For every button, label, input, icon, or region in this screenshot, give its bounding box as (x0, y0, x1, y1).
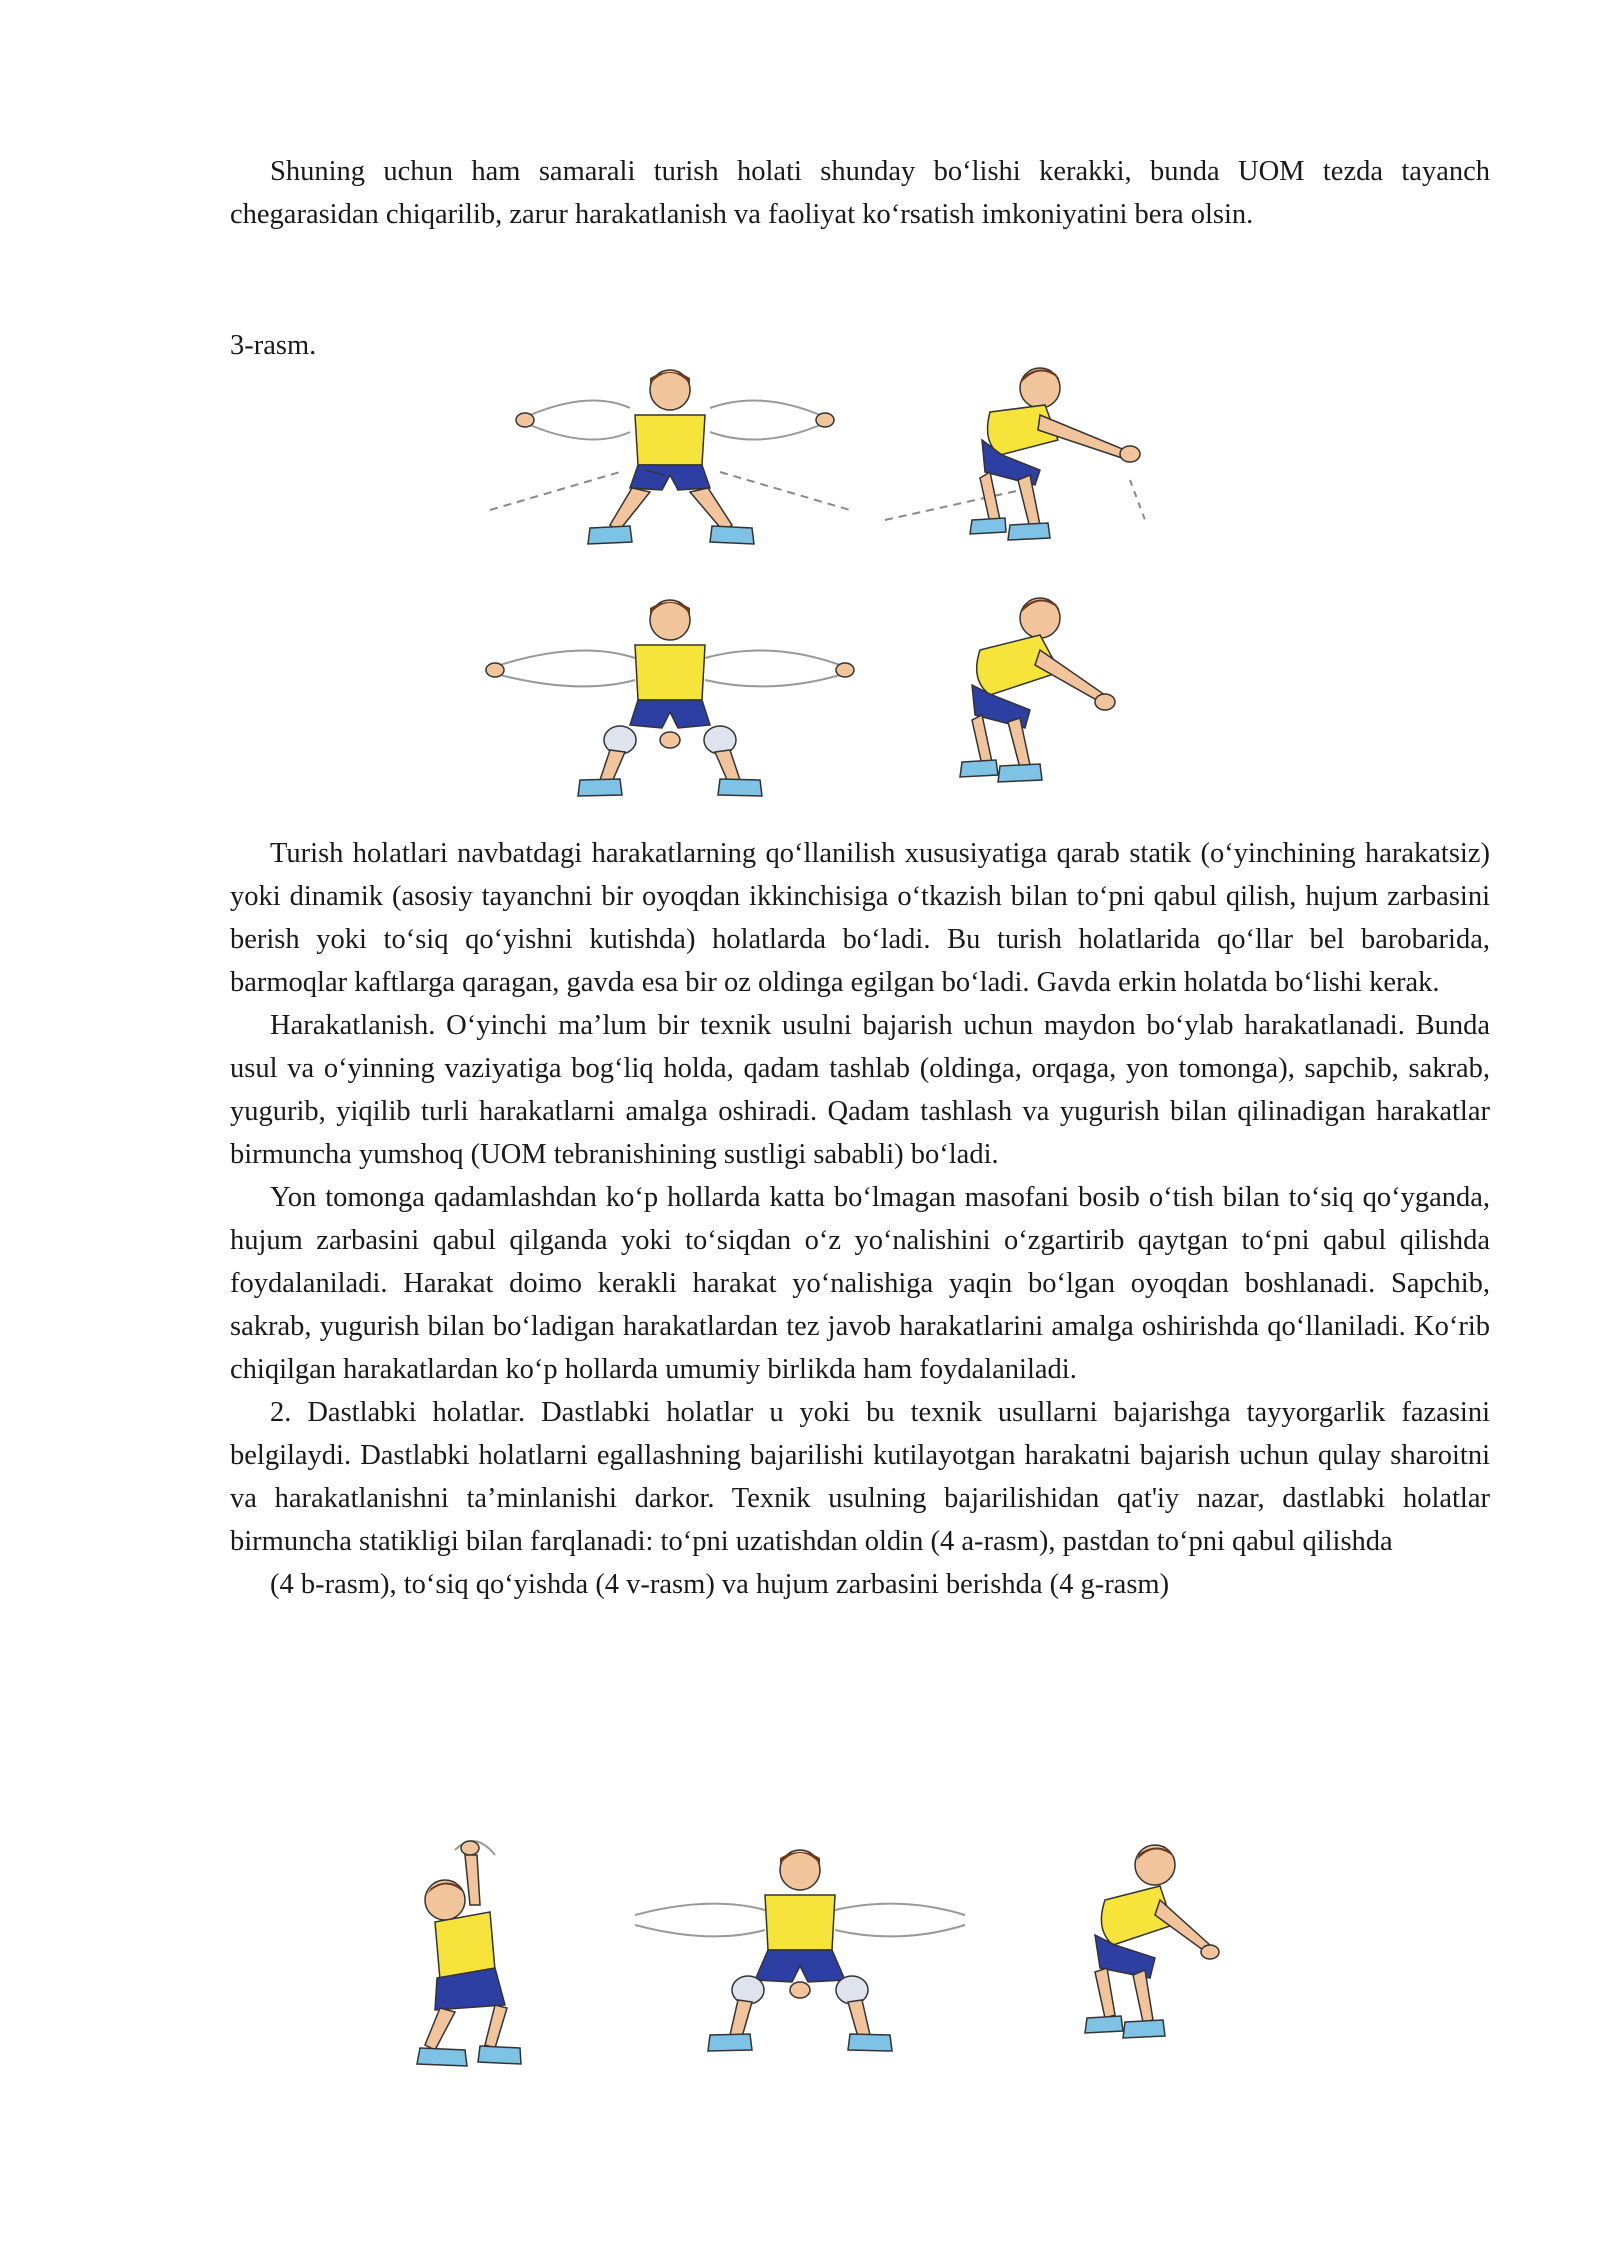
figure-caption: 3-rasm. (230, 330, 317, 361)
figure-4 (385, 1830, 1265, 2100)
top-text (230, 150, 1490, 236)
paragraph: Turish holatlari navbatdagi harakatlarning qo‘llanilish xususiyatiga qarab statik (o‘yinchining harakatsiz) yoki dinamik (asosiy tayanchni bir oyoqdan ikkinchisiga o‘tkazish bilan to‘pni qabul qilish, hujum zarbasini berish yoki to‘siq qo‘yishni kutishda) holatlarda bo‘ladi. Bu turish holatlarida qo‘llar bel barobarida, barmoqlar kaftlarga qaragan, gavda esa bir oz oldinga egilgan bo‘ladi. Gavda erkin holatda bo‘lishi kerak. (230, 838, 1490, 998)
player-side-crouch-arms-down-icon (960, 598, 1115, 782)
player-front-stance-arms-swing-icon (486, 600, 854, 796)
paragraph: 2. Dastlabki holatlar. Dastlabki holatlar u yoki bu texnik usullarni bajarishga tayyorgarlik fazasini belgilaydi. Dastlabki holatlarni egallashning bajarilishi kutilayotgan harakatni bajarish uchun qulay sharoitni va harakatlanishni ta’minlanishi darkor. Texnik usulning bajarilishidan qat'iy nazar, dastlabki holatlar birmuncha statikligi bilan farqlanadi: to‘pni uzatishdan oldin (4 a-rasm), pastdan to‘pni qabul qilishda (230, 1397, 1490, 1557)
player-wide-stance-arms-swing-icon (490, 370, 850, 544)
paragraph: Harakatlanish. O‘yinchi ma’lum bir texnik usulni bajarish uchun maydon bo‘ylab harakatlanadi. Bunda usul va o‘yinning vaziyatiga bog‘liq holda, qadam tashlab (oldinga, orqaga, yon tomonga), sapchib, sakrab, yugurib, yiqilib turli harakatlarni amalga oshiradi. Qadam tashlash va yugurish bilan qilinadigan harakatlar birmuncha yumshoq (UOM tebranishining sustligi sababli) bo‘ladi. (230, 1010, 1490, 1170)
paragraph: Shuning uchun ham samarali turish holati shunday bo‘lishi kerakki, bunda UOM tezda tayanch chegarasidan chiqarilib, zarur harakatlanish va faoliyat ko‘rsatish imkoniyatini bera olsin. (230, 156, 1490, 230)
paragraph: (4 b-rasm), to‘siq qo‘yishda (4 v-rasm) va hujum zarbasini berishda (4 g-rasm) (270, 1569, 1170, 1600)
main-text (230, 832, 1490, 1606)
paragraph: Yon tomonga qadamlashdan ko‘p hollarda katta bo‘lmagan masofani bosib o‘tish bilan to‘siq qo‘yganda, hujum zarbasini qabul qilganda yoki to‘siqdan o‘z yo‘nalishini o‘zgartirib qaytgan to‘pni qabul qilishda foydalaniladi. Harakat doimo kerakli harakat yo‘nalishiga yaqin bo‘lgan oyoqdan boshlanadi. Sapchib, sakrab, yugurish bilan bo‘ladigan harakatlardan tez javob harakatlarini amalga oshirishda qo‘llaniladi. Ko‘rib chiqilgan harakatlardan ko‘p hollarda umumiy birlikda ham foydalaniladi. (230, 1182, 1490, 1385)
player-side-ready-stance-icon (1085, 1845, 1219, 2038)
player-front-stance-low-icon (635, 1850, 965, 2051)
player-side-crouch-arms-forward-icon (885, 368, 1145, 540)
player-overhead-pass-ready-icon (417, 1841, 521, 2066)
figure-3 (470, 360, 1260, 810)
